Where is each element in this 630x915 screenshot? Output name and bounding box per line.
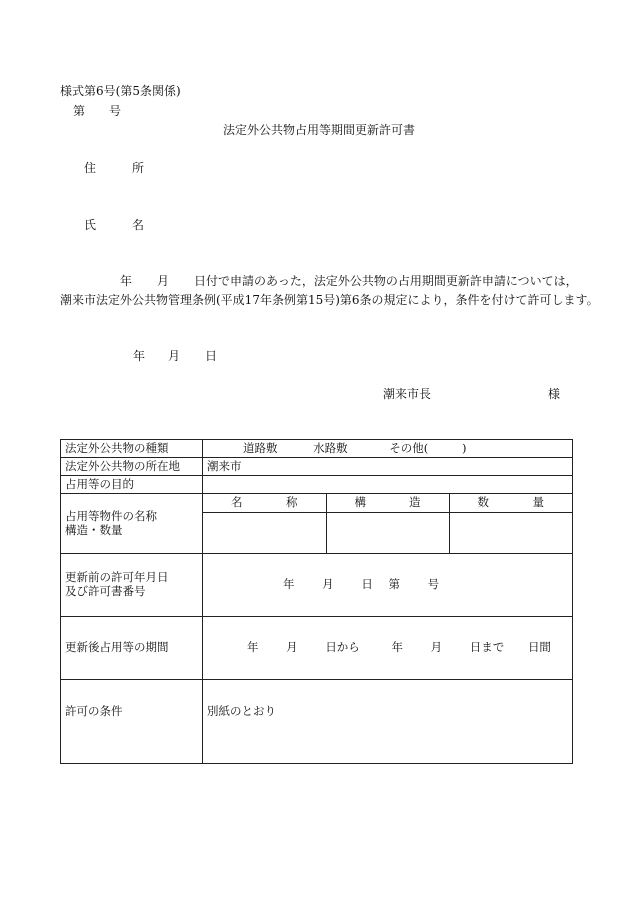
- row-conditions: [61, 680, 573, 764]
- objects-subtable-cell: [203, 494, 573, 554]
- option-road: 道路敷: [243, 440, 278, 455]
- permit-details-table: [60, 439, 573, 764]
- category-options: [203, 440, 573, 458]
- document-title: 法定外公共物占用等期間更新許可書: [223, 123, 416, 137]
- object-quantity-cell: [449, 512, 572, 553]
- previous-permit-label-line1: 更新前の許可年月日: [65, 570, 169, 585]
- address-label-1: 住: [84, 161, 97, 175]
- objects-label: [61, 494, 203, 554]
- date-year: 年: [133, 349, 146, 363]
- row-location: [61, 458, 573, 476]
- objects-label-line1: 占用等物件の名称: [65, 508, 157, 523]
- previous-permit-label-line2: 及び許可書番号: [65, 584, 146, 598]
- header-structure: 構 造: [326, 494, 449, 512]
- doc-number-dai: 第: [73, 104, 86, 118]
- row-category: [61, 440, 573, 458]
- row-renewal-period: [61, 617, 573, 680]
- purpose-value: [203, 476, 573, 494]
- name-label-2: 名: [132, 218, 145, 232]
- header-name: 名 称: [203, 494, 326, 512]
- name-label-1: 氏: [84, 218, 97, 232]
- body-line2: 潮来市法定外公共物管理条例(平成17年条例第15号)第6条の規定により，条件を付けて許可します。: [60, 293, 599, 307]
- option-other-close: ): [461, 440, 467, 455]
- objects-subtable: [203, 494, 572, 553]
- address-label-2: 所: [132, 161, 145, 175]
- option-other: その他(: [389, 440, 429, 455]
- row-previous-permit: [61, 554, 573, 617]
- doc-number-go: 号: [109, 104, 122, 118]
- body-line1-rest: 日付で申請のあった，法定外公共物の占用期間更新許申請については，: [194, 274, 578, 288]
- header-quantity: 数 量: [449, 494, 572, 512]
- row-objects: [61, 494, 573, 554]
- renewal-period-value: 年 月 日から 年 月 日まで 日間: [203, 617, 573, 680]
- date-month: 月: [168, 349, 181, 363]
- object-structure-cell: [326, 512, 449, 553]
- object-name-cell: [203, 512, 326, 553]
- category-label: 法定外公共物の種類: [61, 440, 203, 458]
- conditions-value: 別紙のとおり: [203, 680, 573, 764]
- date-day: 日: [205, 349, 218, 363]
- previous-permit-label: [61, 554, 203, 617]
- issuer-honorific: 様: [548, 387, 561, 401]
- location-label: 法定外公共物の所在地: [61, 458, 203, 476]
- purpose-label: 占用等の目的: [61, 476, 203, 494]
- location-value: 潮来市: [203, 458, 573, 476]
- objects-label-line2: 構造・数量: [65, 522, 123, 537]
- option-waterway: 水路敷: [313, 440, 348, 455]
- conditions-label: 許可の条件: [61, 680, 203, 764]
- renewal-period-label: 更新後占用等の期間: [61, 617, 203, 680]
- issuer-name: 潮来市長: [383, 387, 432, 401]
- previous-permit-value: 年 月 日 第 号: [203, 554, 573, 617]
- body-line1-year: 年: [120, 274, 133, 288]
- form-number: 様式第6号(第5条関係): [60, 84, 181, 98]
- body-line1-month: 月: [157, 274, 170, 288]
- row-purpose: [61, 476, 573, 494]
